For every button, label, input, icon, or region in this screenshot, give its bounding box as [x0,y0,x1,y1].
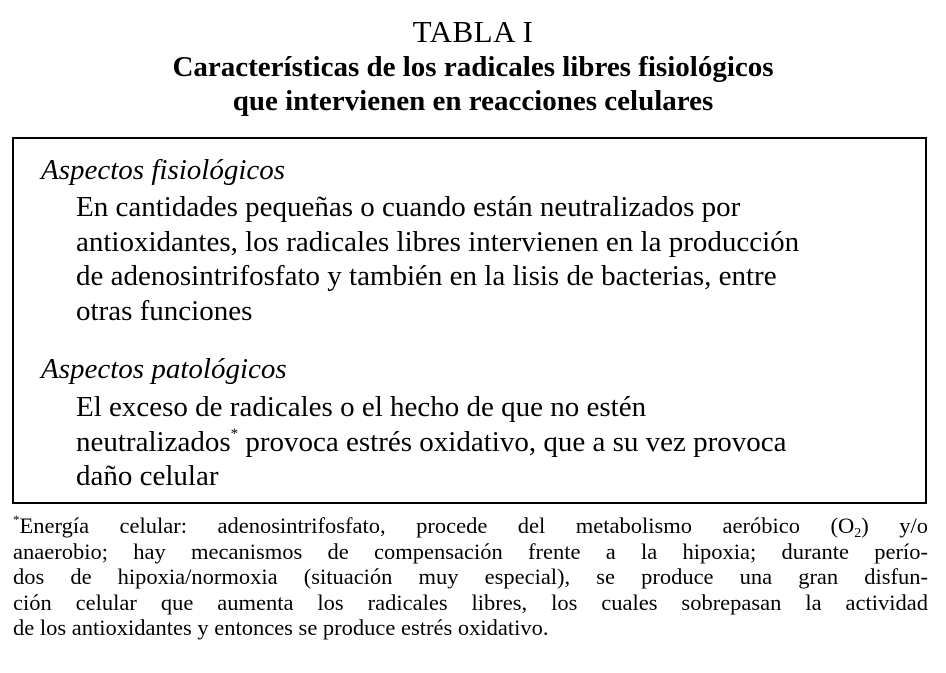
body-line: daño celular [76,460,219,492]
body-line-part: neutralizados [76,425,231,458]
footnote-line: anaerobio; hay mecanismos de compensación frente a la hipoxia; durante perío- [13,538,928,564]
section-heading-pathological: Aspectos patológicos [41,353,287,385]
table-title-block [0,14,946,118]
footnote-text: Energía celular: adenosintrifosfato, procede del metabolismo aeróbico (O [19,513,855,538]
table-caption-line-1: Características de los radicales libres fisiológicos [172,51,774,83]
table-label: TABLA I [412,14,534,49]
table-box [12,137,927,504]
footnote-line: de los antioxidantes y entonces se produce estrés oxidativo. [13,615,549,640]
footnote-text: ) y/o [861,513,928,538]
table-caption-line-2: que intervienen en reacciones celulares [232,85,714,117]
footnote-line: ción celular que aumenta los radicales libres, los cuales sobrepasan la actividad [13,589,928,615]
body-line-with-mark [76,425,787,460]
body-line: de adenosintrifosfato y también en la lisis de bacterias, entre [76,260,777,292]
section-body-pathological [76,390,787,494]
footnote [13,513,928,641]
body-line: antioxidantes, los radicales libres intervienen en la producción [76,225,800,258]
body-line: otras funciones [76,294,253,327]
footnote-line: dos de hipoxia/normoxia (situación muy especial), se produce una gran disfun- [13,564,928,589]
body-line-part: provoca estrés oxidativo, que a su vez provoca [238,425,787,458]
body-line: El exceso de radicales o el hecho de que no estén [76,391,647,423]
footnote-line [13,513,928,539]
section-heading-physiological: Aspectos fisiológicos [41,154,286,186]
body-line: En cantidades pequeñas o cuando están neutralizados por [76,191,741,223]
oxygen-subscript: 2 [854,526,862,541]
section-body-physiological [76,190,799,328]
footnote-reference-mark: * [230,425,239,442]
footnote-mark: * [13,512,20,527]
